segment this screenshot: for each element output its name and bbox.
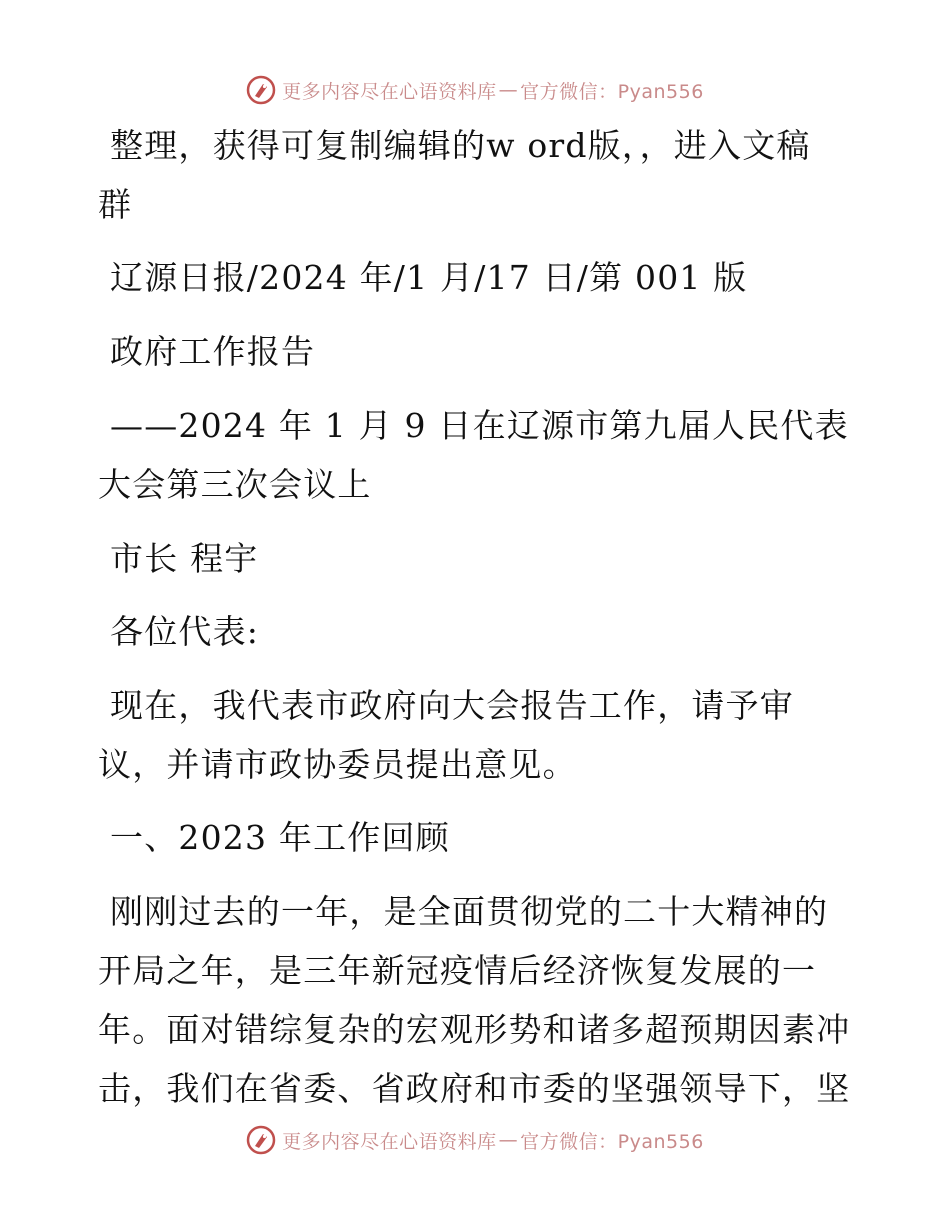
text-line: 议，并请市政协委员提出意见。 [98,745,577,784]
watermark-text: 更多内容尽在心语资料库 [282,80,497,103]
watermark-separator: — [498,79,519,101]
text-line: ——2024 年 1 月 9 日在辽源市第九届人民代表 [110,406,849,445]
text-line: 现在，我代表市政府向大会报告工作，请予审 [110,686,794,725]
footer-watermark [0,1120,950,1160]
pen-nib-logo-icon [246,1125,276,1155]
watermark-suffix: 官方微信：Pyan556 [520,80,704,103]
header-watermark [0,70,950,110]
text-line: 市长 程宇 [110,539,259,578]
watermark-text: 更多内容尽在心语资料库 [282,1130,497,1153]
text-line: 开局之年，是三年新冠疫情后经济恢复发展的一 [98,951,817,990]
text-line: 整理，获得可复制编辑的w ord版，，进入文稿 [110,126,811,165]
text-line: 政府工作报告 [110,332,316,371]
text-line: 年。面对错综复杂的宏观形势和诸多超预期因素冲 [98,1010,851,1049]
text-line: 大会第三次会议上 [98,465,372,504]
watermark-separator: — [498,1129,519,1151]
text-line: 各位代表: [110,612,260,651]
text-line: 击，我们在省委、省政府和市委的坚强领导下，坚 [98,1069,851,1108]
text-line: 辽源日报/2024 年/1 月/17 日/第 001 版 [110,258,748,297]
text-line: 群 [98,185,133,224]
text-line: 刚刚过去的一年，是全面贯彻党的二十大精神的 [110,892,829,931]
pen-nib-logo-icon [246,75,276,105]
section-heading: 一、2023 年工作回顾 [110,818,450,857]
watermark-suffix: 官方微信：Pyan556 [520,1130,704,1153]
